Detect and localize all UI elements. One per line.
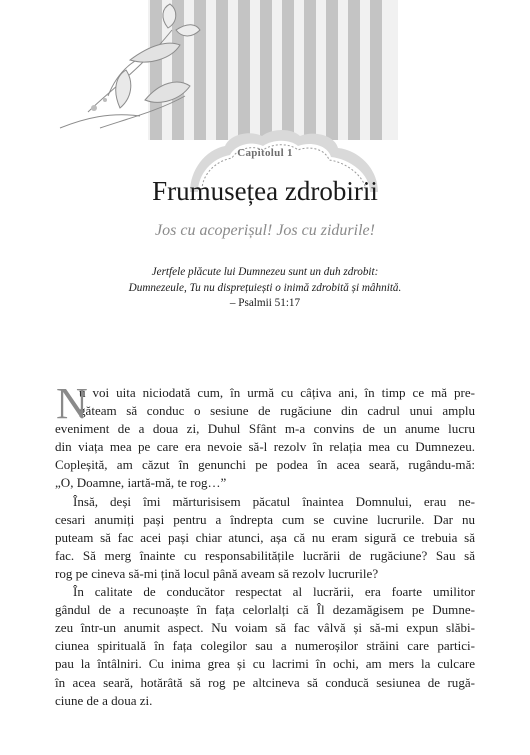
- text-line: Copleșită, am căzut în genunchi pe podea în acea seară, rugându-mă:: [55, 457, 475, 473]
- text-line: fac. Să merg înainte cu responsabilitățile lucrării de rugăciune? Sau să: [55, 547, 475, 563]
- text-line: „O, Doamne, iartă-mă, te rog…”: [55, 475, 227, 491]
- drop-cap: N: [56, 379, 88, 428]
- chapter-title: Frumusețea zdrobirii: [152, 176, 378, 206]
- text-line: din viața mea pe care era nevoie să-l rezolv în relația mea cu Dumnezeu.: [55, 439, 475, 455]
- chapter-label: Capitolul 1: [237, 147, 293, 159]
- chapter-subtitle: Jos cu acoperișul! Jos cu zidurile!: [155, 222, 375, 239]
- text-line: puteam să fac acei pași chiar atunci, așa că nu eram sigură ce trebuia să: [55, 529, 475, 545]
- paragraph-1: [55, 379, 475, 493]
- epigraph-line: Dumnezeule, Tu nu disprețuiești o inimă zdrobită și mâhnită.: [128, 281, 402, 294]
- text-line: pau la întâlniri. Cu inima grea și cu lacrimi în ochi, am mers la culcare: [55, 656, 475, 672]
- epigraph: [60, 265, 470, 312]
- text-line: rog pe cineva să-mi țină locul până aveam să rezolv lucrurile?: [55, 565, 379, 581]
- text-line: ciune de a doua zi.: [55, 692, 153, 708]
- text-line: cesari anumiți pași pentru a îndrepta cum se cuvine lucrurile. Dar nu: [55, 511, 475, 527]
- text-line: găteam să conduc o sesiune de rugăciune din cadrul unui amplu: [79, 403, 475, 419]
- text-line: ciunea spirituală în fața colegilor sau a numeroșilor străini care partici-: [55, 638, 475, 654]
- text-line: zeu într-un anumit aspect. Nu voiam să fac vâlvă și să-mi expun slăbi-: [55, 620, 475, 636]
- decorative-header-illustration: [0, 0, 530, 200]
- stripes-background: [148, 0, 398, 140]
- text-line: gândul de a recunoaște în fața celorlalți că Îl dezamăgisem pe Dumne-: [55, 602, 475, 618]
- text-line: în acea seară, hotărâtă să rog pe altcineva să conducă sesiunea de rugă-: [55, 674, 475, 690]
- epigraph-reference: – Psalmii 51:17: [229, 297, 301, 309]
- paragraph-2: [55, 493, 475, 583]
- text-line: eveniment de a doua zi, Duhul Sfânt m-a convins de un anume lucru: [55, 421, 475, 437]
- chapter-body: [55, 379, 475, 710]
- text-line: Însă, deși îmi mărturisisem păcatul înaintea Domnului, erau ne-: [73, 493, 475, 509]
- epigraph-line: Jertfele plăcute lui Dumnezeu sunt un duh zdrobit:: [151, 266, 379, 278]
- text-line: În calitate de conducător respectat al lucrării, era foarte umilitor: [73, 584, 475, 600]
- paragraph-3: [55, 583, 475, 710]
- text-line: u voi uita niciodată cum, în urmă cu câțiva ani, în timp ce mă pre-: [79, 385, 475, 400]
